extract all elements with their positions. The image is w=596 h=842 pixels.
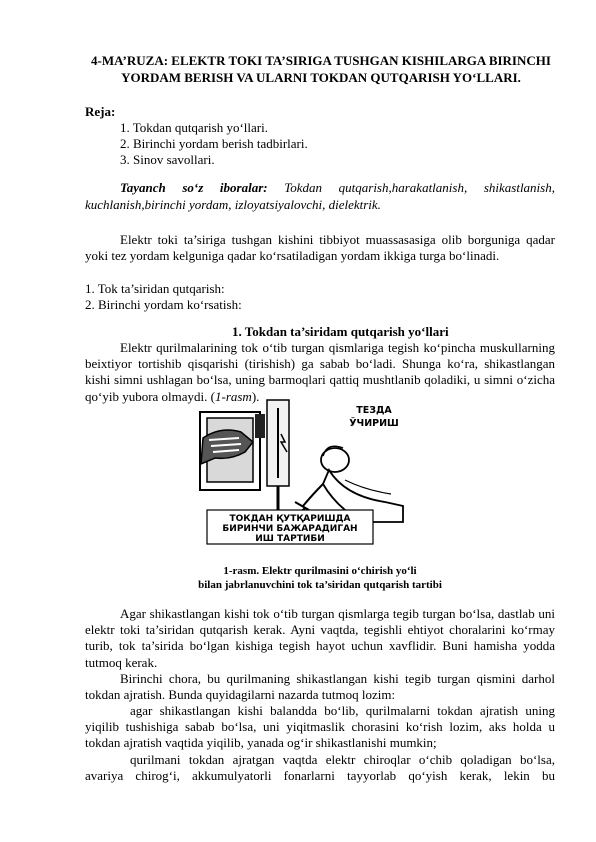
keywords-list-part1: Tokdan qutqarish,harakatlanish, shikastlanish, <box>267 180 555 195</box>
switch-off-sign <box>345 402 403 432</box>
keywords-line-1 <box>85 180 555 196</box>
intro-list-item-1: 1. Tok ta’siridan qutqarish: <box>85 281 225 296</box>
plan-item-2: 2. Birinchi yordam berish tadbirlari. <box>120 136 308 151</box>
intro-paragraph: Elektr toki ta’siriga tushgan kishini tibbiyot muassasasiga olib borguniga qadar yoki tez yordam kelguniga qadar ko‘rsatiladigan yordam ikkiga turga bo‘linadi. <box>85 232 555 264</box>
intro-list-item-2: 2. Birinchi yordam ko‘rsatish: <box>85 297 242 312</box>
body-paragraph-2: Birinchi chora, bu qurilmaning shikastlangan kishi tegib turgan qismini darhol tokdan ajratish. Bunda quyidagilarni nazarda tutmoq lozim: <box>85 671 555 703</box>
figure-caption-line-1: 1-rasm. Elektr qurilmasini o‘chirish yo‘li <box>223 565 417 577</box>
banner-line-3: ИШ ТАРТИБИ <box>255 534 325 544</box>
body-paragraph-3: agar shikastlangan kishi balandda bo‘lib, qurilmalarni tokdan ajratish uning yiqilib tushishiga sabab bo‘lsa, uni yiqitmaslik chorasini ko‘rish lozim, aks holda u tokdan ajratish vaqtida yiqilib, yanada og‘ir shikastlanishi mumkin; <box>85 703 555 751</box>
plan-item-3: 3. Sinov savollari. <box>120 152 215 167</box>
figure-caption-line-2: bilan jabrlanuvchini tok ta’siridan qutqarish tartibi <box>198 579 442 591</box>
plan-item-1: 1. Tokdan qutqarish yo‘llari. <box>120 120 268 135</box>
banner-line-2: БИРИНЧИ БАЖАРАДИГАН <box>222 524 358 534</box>
sign-switch-off-line-2: ЎЧИРИШ <box>349 418 399 429</box>
electrical-panel-drawing <box>200 400 305 516</box>
body-paragraph-4: qurilmani tokdan ajratgan vaqtda elektr chiroqlar o‘chib qoladigan bo‘lsa, avariya chirog‘i, akkumulyatorli fonarlarni tayyorlab qo‘yish kerak, lekin bu <box>85 752 555 784</box>
lecture-title: 4-MA’RUZA: ELEKTR TOKI TA’SIRIGA TUSHGAN KISHILARGA BIRINCHI YORDAM BERISH VA ULARNI TOKDAN QUTQARISH YO‘LLARI. <box>91 53 551 85</box>
body-paragraph-1: Agar shikastlangan kishi tok o‘tib turgan qismlarga tegib turgan bo‘lsa, dastlab uni elektr toki ta’siridan qutqarish kerak. Ayni vaqtda, tegishli ehtiyot choralarini ko‘rmay turib, tok ta’sirida bo‘lgan kishiga tegish hayot uchun xavflidir. Buni hamisha yodda tutmoq kerak. <box>85 606 555 670</box>
keywords-label: Tayanch so‘z iboralar: <box>120 180 268 195</box>
banner-line-1: ТОКДАН ҚУТҚАРИШДА <box>229 514 351 524</box>
section-1-text-end: ). <box>251 388 260 404</box>
procedure-banner <box>207 510 373 544</box>
first-aid-illustration <box>195 398 407 546</box>
sign-switch-off-line-1: ТЕЗДА <box>356 405 392 416</box>
section-1-heading: 1. Tokdan ta’siridam qutqarish yo‘llari <box>232 324 449 339</box>
keywords-line-2: kuchlanish,birinchi yordam, izloyatsiyalovchi, dielektrik. <box>85 197 381 212</box>
section-1-paragraph <box>85 340 555 405</box>
figure-reference: 1-rasm <box>214 388 252 404</box>
section-1-text: Elektr qurilmalarining tok o‘tib turgan qismlariga tegish ko‘pincha muskullarning beixtiyor tortishib qisqarishi (tirishish) ga sabab bo‘ladi. Shunga ko‘ra, shikastlangan kishi simni ushlagan bo‘lsa, uning barmoqlari qattiq mushtlanib qoladiki, u simni o‘zicha qo‘yib yubora olmaydi. ( <box>85 340 555 404</box>
plan-heading: Reja: <box>85 104 116 119</box>
